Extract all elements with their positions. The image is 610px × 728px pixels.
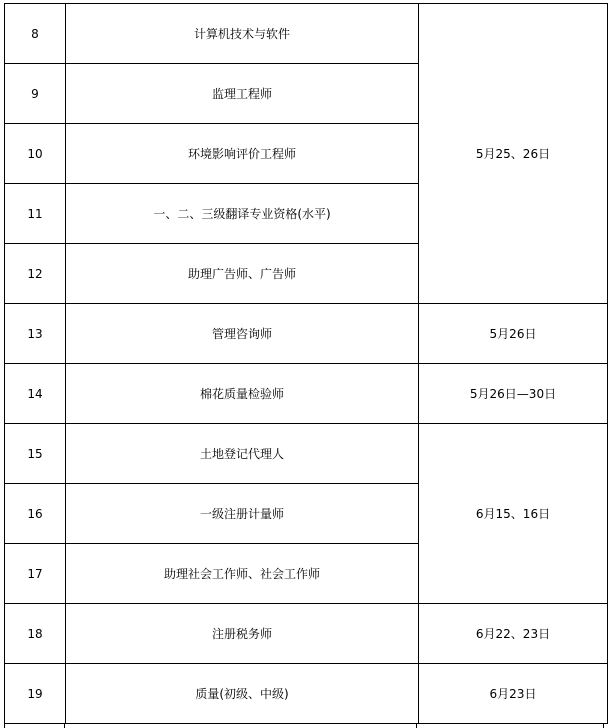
row-number-cell: 15: [5, 424, 66, 484]
table-next-row-edge: [4, 723, 604, 728]
exam-name-cell: 监理工程师: [66, 64, 419, 124]
row-number-cell: 19: [5, 664, 66, 724]
exam-name-cell: 一、二、三级翻译专业资格(水平): [66, 184, 419, 244]
row-number-cell: 11: [5, 184, 66, 244]
table-next-row-tick: [603, 724, 604, 728]
row-number-cell: 10: [5, 124, 66, 184]
row-number-cell: 13: [5, 304, 66, 364]
table-next-row-tick: [64, 724, 65, 728]
table-next-row-tick: [416, 724, 417, 728]
table-row: [5, 664, 608, 724]
table-row: [5, 304, 608, 364]
table-row: [5, 604, 608, 664]
exam-date-cell: 6月15、16日: [419, 424, 608, 604]
exam-name-cell: 土地登记代理人: [66, 424, 419, 484]
exam-name-cell: 管理咨询师: [66, 304, 419, 364]
table-row: [5, 424, 608, 484]
row-number-cell: 8: [5, 4, 66, 64]
exam-name-cell: 注册税务师: [66, 604, 419, 664]
row-number-cell: 12: [5, 244, 66, 304]
exam-name-cell: 助理社会工作师、社会工作师: [66, 544, 419, 604]
row-number-cell: 9: [5, 64, 66, 124]
row-number-cell: 17: [5, 544, 66, 604]
exam-name-cell: 质量(初级、中级): [66, 664, 419, 724]
exam-name-cell: 助理广告师、广告师: [66, 244, 419, 304]
row-number-cell: 14: [5, 364, 66, 424]
table-row: [5, 364, 608, 424]
exam-name-cell: 环境影响评价工程师: [66, 124, 419, 184]
exam-name-cell: 一级注册计量师: [66, 484, 419, 544]
exam-date-cell: 5月25、26日: [419, 4, 608, 304]
table-next-row-tick: [4, 724, 5, 728]
exam-date-cell: 6月22、23日: [419, 604, 608, 664]
exam-schedule-body: [5, 4, 608, 724]
exam-date-cell: 5月26日: [419, 304, 608, 364]
table-row: [5, 4, 608, 64]
exam-schedule-table: [4, 3, 608, 724]
exam-date-cell: 6月23日: [419, 664, 608, 724]
exam-name-cell: 计算机技术与软件: [66, 4, 419, 64]
row-number-cell: 16: [5, 484, 66, 544]
exam-date-cell: 5月26日—30日: [419, 364, 608, 424]
exam-name-cell: 棉花质量检验师: [66, 364, 419, 424]
row-number-cell: 18: [5, 604, 66, 664]
